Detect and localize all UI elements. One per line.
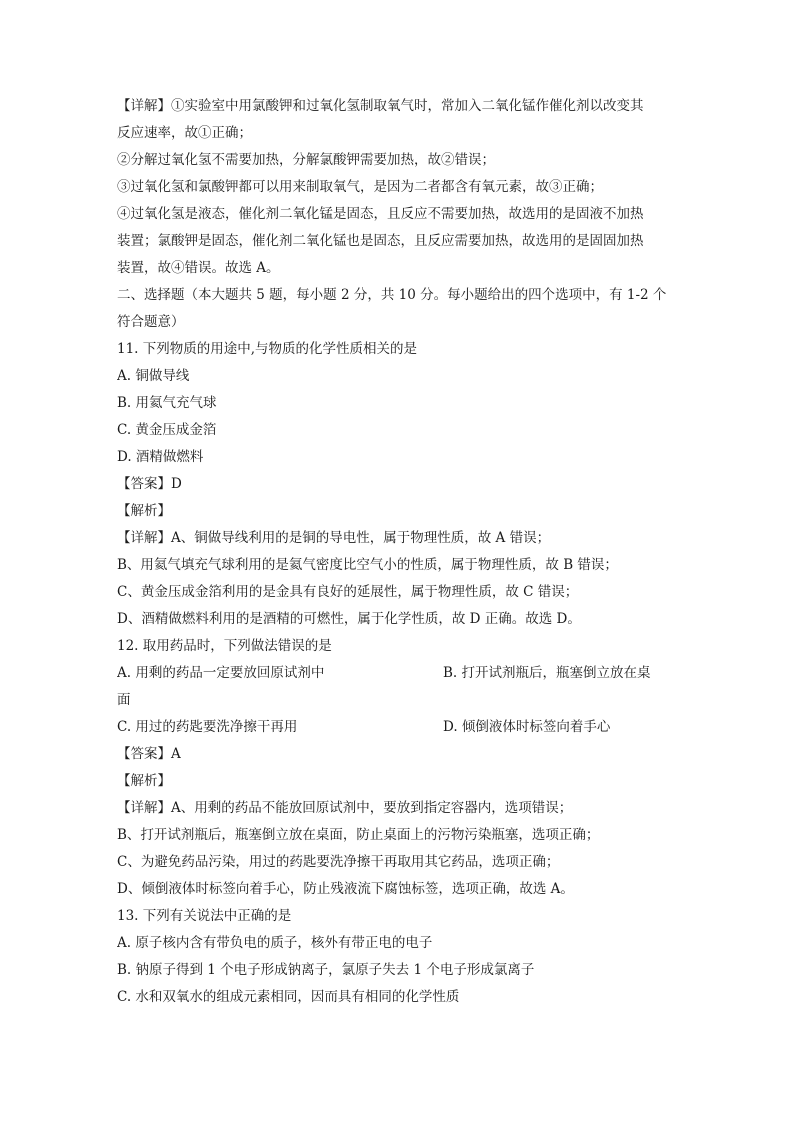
q10-detail-line-3: ②分解过氧化氢不需要加热，分解氯酸钾需要加热，故②错误；	[117, 152, 495, 168]
q11-detail-line-3: C、黄金压成金箔利用的是金具有良好的延展性，属于物理性质，故 C 错误；	[117, 584, 579, 600]
q11-detail-line-4: D、酒精做燃料利用的是酒精的可燃性，属于化学性质，故 D 正确。故选 D。	[117, 611, 581, 627]
q11-option-c: C. 黄金压成金箔	[117, 422, 217, 438]
q12-option-b: B. 打开试剂瓶后，瓶塞倒立放在桌	[443, 665, 651, 681]
q11-detail-line-1: 【详解】A、铜做导线利用的是铜的导电性，属于物理性质，故 A 错误；	[117, 530, 551, 546]
q12-analysis-label: 【解析】	[117, 773, 171, 789]
q13-option-c: C. 水和双氧水的组成元素相同，因而具有相同的化学性质	[117, 989, 460, 1005]
q11-option-a: A. 铜做导线	[117, 368, 190, 384]
q10-detail-line-5: ④过氧化氢是液态，催化剂二氧化锰是固态，且反应不需要加热，故选用的是固液不加热	[117, 206, 644, 222]
q10-detail-line-7: 装置，故④错误。故选 A。	[117, 260, 280, 276]
q10-detail-line-1: 【详解】①实验室中用氯酸钾和过氧化氢制取氧气时，常加入二氧化锰作催化剂以改变其	[117, 98, 644, 114]
q11-detail-line-2: B、用氦气填充气球利用的是氦气密度比空气小的性质，属于物理性质，故 B 错误；	[117, 557, 618, 573]
q12-detail-line-2: B、打开试剂瓶后，瓶塞倒立放在桌面，防止桌面上的污物污染瓶塞，选项正确；	[117, 827, 600, 843]
q12-options-row-1	[117, 660, 677, 687]
q12-detail-line-1: 【详解】A、用剩的药品不能放回原试剂中，要放到指定容器内，选项错误；	[117, 800, 573, 816]
part2-heading-line-2: 符合题意）	[117, 314, 185, 330]
q12-stem: 12. 取用药品时，下列做法错误的是	[117, 638, 332, 654]
q12-option-b-tail: 面	[117, 692, 131, 708]
q12-options-row-2	[117, 714, 677, 741]
q12-detail-line-3: C、为避免药品污染，用过的药匙要洗净擦干再取用其它药品，选项正确；	[117, 854, 560, 870]
q13-stem: 13. 下列有关说法中正确的是	[117, 908, 292, 924]
q13-option-a: A. 原子核内含有带负电的质子，核外有带正电的电子	[117, 935, 433, 951]
q11-stem: 11. 下列物质的用途中,与物质的化学性质相关的是	[117, 341, 418, 357]
q11-analysis-label: 【解析】	[117, 503, 171, 519]
document-content	[117, 93, 677, 1011]
q10-detail-line-2: 反应速率，故①正确；	[117, 125, 252, 141]
q12-option-d: D. 倾倒液体时标签向着手心	[443, 719, 611, 735]
q11-option-b: B. 用氦气充气球	[117, 395, 217, 411]
q11-answer: 【答案】D	[117, 476, 182, 492]
q12-detail-line-4: D、倾倒液体时标签向着手心，防止残液流下腐蚀标签，选项正确，故选 A。	[117, 881, 574, 897]
q12-option-a: A. 用剩的药品一定要放回原试剂中	[117, 665, 325, 681]
part2-heading-line-1: 二、选择题（本大题共 5 题，每小题 2 分，共 10 分。每小题给出的四个选项中，有 1-2 个	[117, 287, 667, 303]
q13-option-b: B. 钠原子得到 1 个电子形成钠离子，氯原子失去 1 个电子形成氯离子	[117, 962, 535, 978]
q10-detail-line-6: 装置；氯酸钾是固态，催化剂二氧化锰也是固态，且反应需要加热，故选用的是固固加热	[117, 233, 644, 249]
q11-option-d: D. 酒精做燃料	[117, 449, 204, 465]
q12-answer: 【答案】A	[117, 746, 181, 762]
q12-option-c: C. 用过的药匙要洗净擦干再用	[117, 719, 298, 735]
q10-detail-line-4: ③过氧化氢和氯酸钾都可以用来制取氧气，是因为二者都含有氧元素，故③正确；	[117, 179, 603, 195]
